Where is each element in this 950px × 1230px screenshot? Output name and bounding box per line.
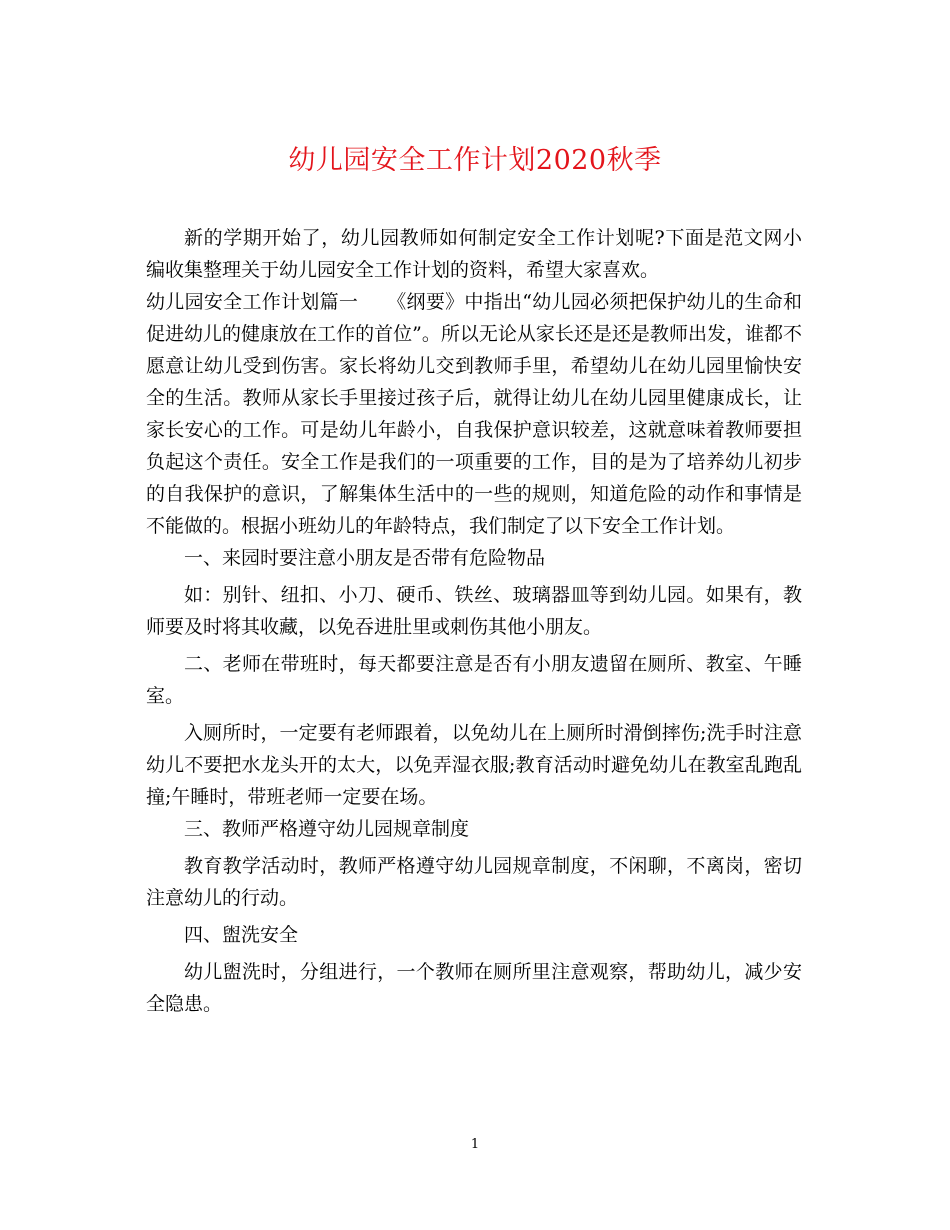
document-title: 幼儿园安全工作计划2020秋季 (288, 145, 662, 176)
document-body (146, 222, 802, 1020)
paragraph-section-2: 入厕所时，一定要有老师跟着，以免幼儿在上厕所时滑倒摔伤;洗手时注意幼儿不要把水龙头开的太大，以免弄湿衣服;教育活动时避免幼儿在教室乱跑乱撞;午睡时，带班老师一定要在场。 (146, 722, 802, 808)
paragraph-section-1: 如：别针、纽扣、小刀、硬币、铁丝、玻璃器皿等到幼儿园。如果有，教师要及时将其收藏，以免吞进肚里或刺伤其他小朋友。 (146, 584, 802, 638)
section-heading-4: 四、盥洗安全 (184, 924, 299, 946)
paragraph-intro: 新的学期开始了，幼儿园教师如何制定安全工作计划呢?下面是范文网小编收集整理关于幼儿园安全工作计划的资料，希望大家喜欢。 (146, 227, 802, 281)
section-heading-3: 三、教师严格遵守幼儿园规章制度 (184, 818, 470, 840)
paragraph-section-3: 教育教学活动时，教师严格遵守幼儿园规章制度，不闲聊，不离岗，密切注意幼儿的行动。 (146, 855, 802, 909)
section-heading-2: 二、老师在带班时，每天都要注意是否有小朋友遗留在厕所、教室、午睡室。 (146, 653, 802, 707)
page-number: 1 (470, 1137, 480, 1152)
paragraph-section-4: 幼儿盥洗时，分组进行，一个教师在厕所里注意观察，帮助幼儿，减少安全隐患。 (146, 961, 802, 1015)
paragraph-plan-one: 幼儿园安全工作计划篇一 《纲要》中指出“幼儿园必须把保护幼儿的生命和促进幼儿的健康放在工作的首位”。所以无论从家长还是还是教师出发，谁都不愿意让幼儿受到伤害。家长将幼儿交到教师手里，希望幼儿在幼儿园里愉快安全的生活。教师从家长手里接过孩子后，就得让幼儿在幼儿园里健康成长，让家长安心的工作。可是幼儿年龄小，自我保护意识较差，这就意味着教师要担负起这个责任。安全工作是我们的一项重要的工作，目的是为了培养幼儿初步的自我保护的意识，了解集体生活中的一些的规则，知道危险的动作和事情是不能做的。根据小班幼儿的年龄特点，我们制定了以下安全工作计划。 (146, 291, 802, 537)
section-heading-1: 一、来园时要注意小朋友是否带有危险物品 (184, 547, 546, 569)
